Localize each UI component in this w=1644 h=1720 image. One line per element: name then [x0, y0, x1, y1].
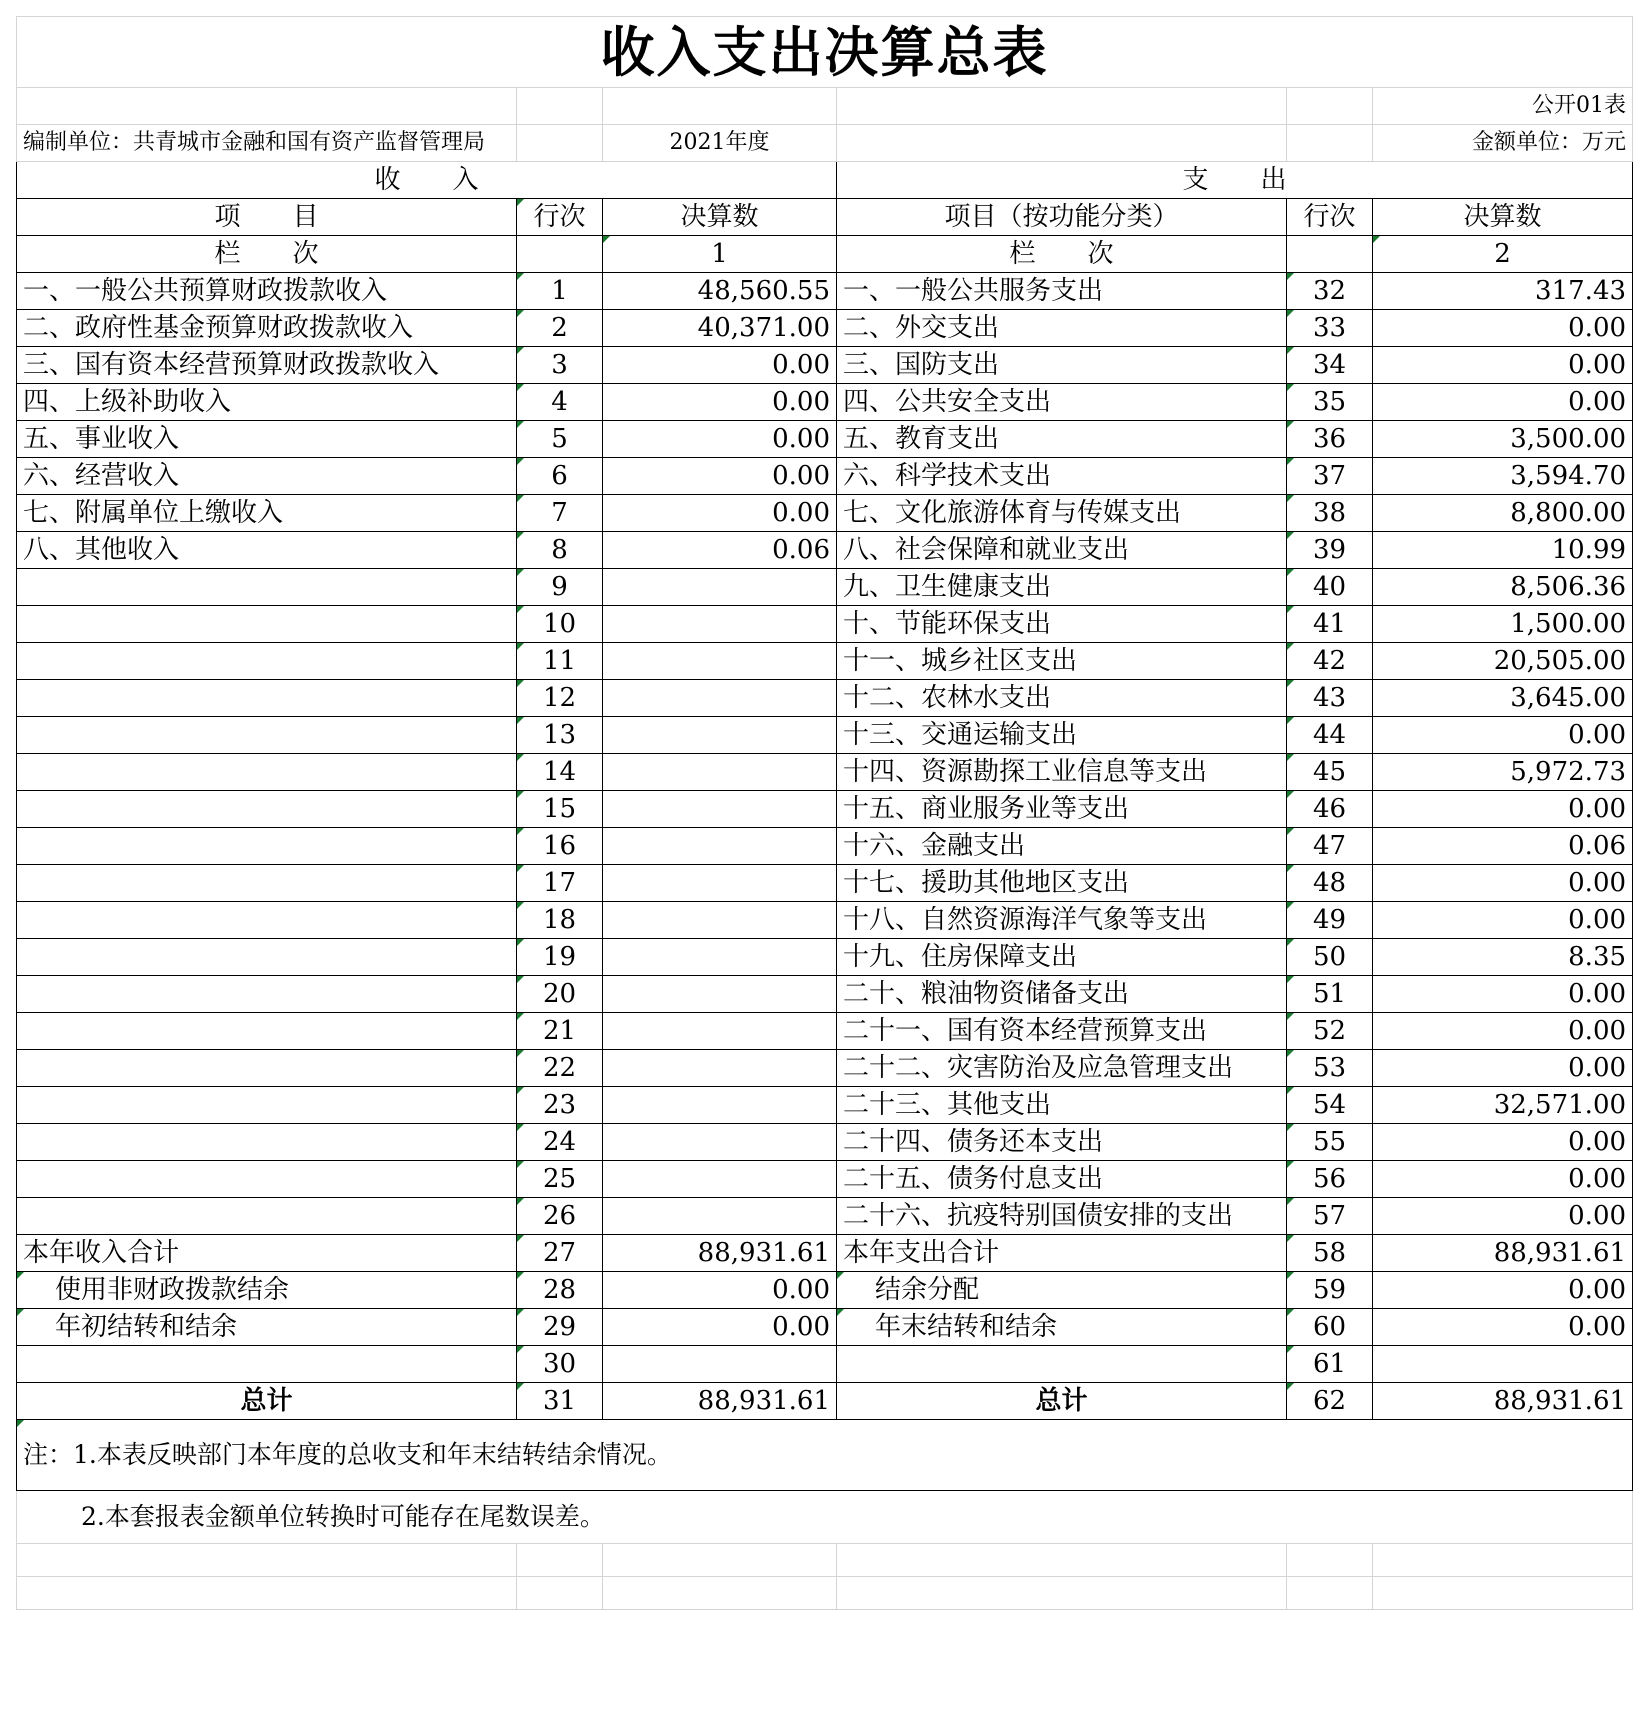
expense-item[interactable]: 十七、援助其他地区支出 — [837, 865, 1287, 902]
expense-row-no[interactable]: 35 — [1287, 384, 1373, 421]
page-title: 收入支出决算总表 — [17, 17, 1633, 88]
expense-amount[interactable]: 0.00 — [1373, 865, 1633, 902]
expense-amount[interactable]: 0.00 — [1373, 1161, 1633, 1198]
income-expense-table — [16, 16, 1633, 1610]
income-amount[interactable] — [603, 1013, 837, 1050]
table-row — [17, 680, 1633, 717]
income-amount[interactable] — [603, 1198, 837, 1235]
expense-amount[interactable]: 0.00 — [1373, 1013, 1633, 1050]
expense-amount[interactable]: 3,500.00 — [1373, 421, 1633, 458]
empty-cell[interactable] — [603, 1544, 837, 1577]
income-item[interactable]: 八、其他收入 — [17, 532, 517, 569]
summary-income-row-no[interactable]: 28 — [517, 1272, 603, 1309]
income-amount[interactable] — [603, 902, 837, 939]
expense-item[interactable]: 二十一、国有资本经营预算支出 — [837, 1013, 1287, 1050]
income-row-no[interactable]: 3 — [517, 347, 603, 384]
total-income-label[interactable]: 总计 — [17, 1383, 517, 1420]
income-row-no[interactable]: 19 — [517, 939, 603, 976]
income-amount[interactable]: 0.00 — [603, 421, 837, 458]
summary-expense-item[interactable]: 本年支出合计 — [837, 1235, 1287, 1272]
expense-row-no[interactable]: 41 — [1287, 606, 1373, 643]
income-row-no[interactable]: 10 — [517, 606, 603, 643]
income-item[interactable]: 四、上级补助收入 — [17, 384, 517, 421]
summary-expense-row-no[interactable]: 58 — [1287, 1235, 1373, 1272]
summary-expense-item[interactable]: 年末结转和结余 — [837, 1309, 1287, 1346]
income-row-no[interactable]: 25 — [517, 1161, 603, 1198]
income-row-no[interactable]: 23 — [517, 1087, 603, 1124]
total-expense-label[interactable]: 总计 — [837, 1383, 1287, 1420]
income-amount[interactable] — [603, 976, 837, 1013]
summary-row — [17, 1235, 1633, 1272]
col-header-item-func[interactable]: 项目（按功能分类） — [837, 199, 1287, 236]
expense-row-no[interactable]: 38 — [1287, 495, 1373, 532]
amount-unit[interactable]: 金额单位：万元 — [1373, 125, 1633, 162]
income-row-no[interactable]: 2 — [517, 310, 603, 347]
income-row-no[interactable]: 18 — [517, 902, 603, 939]
income-item[interactable] — [17, 976, 517, 1013]
income-item[interactable] — [17, 569, 517, 606]
income-amount[interactable] — [603, 828, 837, 865]
income-item[interactable]: 六、经营收入 — [17, 458, 517, 495]
expense-item[interactable]: 十六、金融支出 — [837, 828, 1287, 865]
income-amount[interactable]: 0.00 — [603, 458, 837, 495]
expense-item[interactable]: 十五、商业服务业等支出 — [837, 791, 1287, 828]
cell[interactable] — [17, 88, 517, 125]
expense-row-no[interactable]: 50 — [1287, 939, 1373, 976]
expense-amount[interactable]: 317.43 — [1373, 273, 1633, 310]
cell[interactable] — [1287, 88, 1373, 125]
col-header-amount-2[interactable]: 决算数 — [1373, 199, 1633, 236]
table-row — [17, 347, 1633, 384]
empty-cell[interactable] — [517, 1544, 603, 1577]
cell[interactable] — [517, 236, 603, 273]
expense-item[interactable]: 九、卫生健康支出 — [837, 569, 1287, 606]
expense-section-header[interactable]: 支 出 — [837, 162, 1633, 199]
income-item[interactable] — [17, 828, 517, 865]
summary-row — [17, 1309, 1633, 1346]
income-amount[interactable] — [603, 1161, 837, 1198]
income-row-no[interactable]: 20 — [517, 976, 603, 1013]
expense-amount[interactable]: 0.00 — [1373, 717, 1633, 754]
table-row — [17, 310, 1633, 347]
income-item[interactable]: 一、一般公共预算财政拨款收入 — [17, 273, 517, 310]
income-row-no[interactable]: 14 — [517, 754, 603, 791]
empty-cell[interactable] — [517, 1577, 603, 1610]
income-row-no[interactable]: 15 — [517, 791, 603, 828]
expense-item[interactable]: 十二、农林水支出 — [837, 680, 1287, 717]
income-item[interactable] — [17, 643, 517, 680]
table-row — [17, 421, 1633, 458]
expense-amount[interactable]: 8.35 — [1373, 939, 1633, 976]
empty-cell[interactable] — [837, 1577, 1287, 1610]
expense-amount[interactable]: 10.99 — [1373, 532, 1633, 569]
expense-amount[interactable]: 0.00 — [1373, 1198, 1633, 1235]
expense-item[interactable]: 十八、自然资源海洋气象等支出 — [837, 902, 1287, 939]
expense-row-no[interactable]: 37 — [1287, 458, 1373, 495]
col-index-label-2[interactable]: 栏 次 — [837, 236, 1287, 273]
income-item[interactable] — [17, 1124, 517, 1161]
income-item[interactable] — [17, 865, 517, 902]
table-row — [17, 495, 1633, 532]
summary-income-amount[interactable] — [603, 1346, 837, 1383]
cell[interactable] — [1287, 125, 1373, 162]
income-row-no[interactable]: 9 — [517, 569, 603, 606]
expense-item[interactable]: 十九、住房保障支出 — [837, 939, 1287, 976]
income-row-no[interactable]: 26 — [517, 1198, 603, 1235]
total-income-amount[interactable]: 88,931.61 — [603, 1383, 837, 1420]
table-row — [17, 1198, 1633, 1235]
expense-amount[interactable]: 0.00 — [1373, 384, 1633, 421]
table-row — [17, 273, 1633, 310]
empty-cell[interactable] — [1287, 1544, 1373, 1577]
expense-item[interactable]: 四、公共安全支出 — [837, 384, 1287, 421]
summary-income-item[interactable]: 本年收入合计 — [17, 1235, 517, 1272]
summary-income-amount[interactable]: 0.00 — [603, 1272, 837, 1309]
expense-item[interactable]: 八、社会保障和就业支出 — [837, 532, 1287, 569]
income-row-no[interactable]: 6 — [517, 458, 603, 495]
income-amount[interactable]: 0.00 — [603, 495, 837, 532]
expense-item[interactable]: 三、国防支出 — [837, 347, 1287, 384]
expense-amount[interactable]: 0.00 — [1373, 1124, 1633, 1161]
expense-item[interactable]: 十三、交通运输支出 — [837, 717, 1287, 754]
expense-row-no[interactable]: 55 — [1287, 1124, 1373, 1161]
expense-amount[interactable]: 5,972.73 — [1373, 754, 1633, 791]
summary-income-amount[interactable]: 0.00 — [603, 1309, 837, 1346]
income-item[interactable] — [17, 680, 517, 717]
income-row-no[interactable]: 1 — [517, 273, 603, 310]
summary-row — [17, 1346, 1633, 1383]
col-header-item[interactable]: 项 目 — [17, 199, 517, 236]
expense-item[interactable]: 二、外交支出 — [837, 310, 1287, 347]
summary-expense-amount[interactable]: 88,931.61 — [1373, 1235, 1633, 1272]
expense-item[interactable]: 五、教育支出 — [837, 421, 1287, 458]
income-row-no[interactable]: 5 — [517, 421, 603, 458]
table-row — [17, 976, 1633, 1013]
summary-expense-amount[interactable]: 0.00 — [1373, 1272, 1633, 1309]
income-amount[interactable] — [603, 680, 837, 717]
org-name[interactable]: 编制单位：共青城市金融和国有资产监督管理局 — [17, 125, 517, 162]
expense-row-no[interactable]: 46 — [1287, 791, 1373, 828]
income-amount[interactable]: 0.00 — [603, 347, 837, 384]
expense-row-no[interactable]: 51 — [1287, 976, 1373, 1013]
empty-cell[interactable] — [1287, 1577, 1373, 1610]
expense-item[interactable]: 二十四、债务还本支出 — [837, 1124, 1287, 1161]
cell[interactable] — [603, 88, 837, 125]
income-row-no[interactable]: 21 — [517, 1013, 603, 1050]
income-item[interactable] — [17, 606, 517, 643]
summary-expense-amount[interactable] — [1373, 1346, 1633, 1383]
income-item[interactable] — [17, 1087, 517, 1124]
expense-row-no[interactable]: 53 — [1287, 1050, 1373, 1087]
expense-row-no[interactable]: 47 — [1287, 828, 1373, 865]
expense-row-no[interactable]: 44 — [1287, 717, 1373, 754]
table-row — [17, 458, 1633, 495]
cell[interactable] — [517, 125, 603, 162]
expense-item[interactable]: 二十二、灾害防治及应急管理支出 — [837, 1050, 1287, 1087]
expense-amount[interactable]: 20,505.00 — [1373, 643, 1633, 680]
expense-amount[interactable]: 0.06 — [1373, 828, 1633, 865]
income-item[interactable] — [17, 754, 517, 791]
cell[interactable] — [1287, 236, 1373, 273]
table-row — [17, 569, 1633, 606]
col-header-row-no-2[interactable]: 行次 — [1287, 199, 1373, 236]
expense-row-no[interactable]: 49 — [1287, 902, 1373, 939]
summary-expense-row-no[interactable]: 61 — [1287, 1346, 1373, 1383]
income-item[interactable] — [17, 1013, 517, 1050]
summary-income-item[interactable] — [17, 1346, 517, 1383]
income-amount[interactable] — [603, 865, 837, 902]
expense-item[interactable]: 六、科学技术支出 — [837, 458, 1287, 495]
expense-item[interactable]: 二十六、抗疫特别国债安排的支出 — [837, 1198, 1287, 1235]
income-item[interactable]: 二、政府性基金预算财政拨款收入 — [17, 310, 517, 347]
total-expense-amount[interactable]: 88,931.61 — [1373, 1383, 1633, 1420]
expense-row-no[interactable]: 56 — [1287, 1161, 1373, 1198]
empty-cell[interactable] — [837, 1544, 1287, 1577]
form-code[interactable]: 公开01表 — [1373, 88, 1633, 125]
summary-income-item[interactable]: 年初结转和结余 — [17, 1309, 517, 1346]
expense-row-no[interactable]: 54 — [1287, 1087, 1373, 1124]
table-row — [17, 902, 1633, 939]
income-row-no[interactable]: 17 — [517, 865, 603, 902]
table-row — [17, 1087, 1633, 1124]
income-amount[interactable] — [603, 791, 837, 828]
table-row — [17, 606, 1633, 643]
income-amount[interactable]: 48,560.55 — [603, 273, 837, 310]
summary-income-row-no[interactable]: 30 — [517, 1346, 603, 1383]
table-row — [17, 717, 1633, 754]
expense-item[interactable]: 二十、粮油物资储备支出 — [837, 976, 1287, 1013]
col-index-1[interactable]: 1 — [603, 236, 837, 273]
col-header-amount[interactable]: 决算数 — [603, 199, 837, 236]
table-row — [17, 791, 1633, 828]
table-row — [17, 754, 1633, 791]
summary-income-row-no[interactable]: 27 — [517, 1235, 603, 1272]
income-amount[interactable] — [603, 606, 837, 643]
income-amount[interactable] — [603, 1087, 837, 1124]
note-1[interactable]: 注：1.本表反映部门本年度的总收支和年末结转结余情况。 — [17, 1420, 1633, 1491]
summary-expense-row-no[interactable]: 60 — [1287, 1309, 1373, 1346]
expense-row-no[interactable]: 39 — [1287, 532, 1373, 569]
expense-row-no[interactable]: 33 — [1287, 310, 1373, 347]
income-amount[interactable] — [603, 754, 837, 791]
income-item[interactable]: 七、附属单位上缴收入 — [17, 495, 517, 532]
income-row-no[interactable]: 22 — [517, 1050, 603, 1087]
summary-income-amount[interactable]: 88,931.61 — [603, 1235, 837, 1272]
expense-amount[interactable]: 8,800.00 — [1373, 495, 1633, 532]
total-income-row-no[interactable]: 31 — [517, 1383, 603, 1420]
income-item[interactable] — [17, 902, 517, 939]
income-amount[interactable] — [603, 1050, 837, 1087]
table-row — [17, 384, 1633, 421]
table-row — [17, 828, 1633, 865]
income-amount[interactable] — [603, 1124, 837, 1161]
expense-amount[interactable]: 32,571.00 — [1373, 1087, 1633, 1124]
expense-item[interactable]: 一、一般公共服务支出 — [837, 273, 1287, 310]
table-row — [17, 1124, 1633, 1161]
expense-amount[interactable]: 3,645.00 — [1373, 680, 1633, 717]
cell[interactable] — [837, 88, 1287, 125]
expense-amount[interactable]: 8,506.36 — [1373, 569, 1633, 606]
expense-row-no[interactable]: 36 — [1287, 421, 1373, 458]
expense-row-no[interactable]: 57 — [1287, 1198, 1373, 1235]
income-row-no[interactable]: 11 — [517, 643, 603, 680]
income-row-no[interactable]: 13 — [517, 717, 603, 754]
empty-cell[interactable] — [17, 1577, 517, 1610]
expense-row-no[interactable]: 52 — [1287, 1013, 1373, 1050]
summary-expense-item[interactable] — [837, 1346, 1287, 1383]
total-row — [17, 1383, 1633, 1420]
fiscal-year[interactable]: 2021年度 — [603, 125, 837, 162]
cell[interactable] — [517, 88, 603, 125]
income-row-no[interactable]: 24 — [517, 1124, 603, 1161]
expense-amount[interactable]: 0.00 — [1373, 310, 1633, 347]
income-item[interactable] — [17, 717, 517, 754]
income-row-no[interactable]: 4 — [517, 384, 603, 421]
income-amount[interactable]: 0.00 — [603, 384, 837, 421]
table-row — [17, 865, 1633, 902]
table-row — [17, 532, 1633, 569]
expense-amount[interactable]: 1,500.00 — [1373, 606, 1633, 643]
col-index-2[interactable]: 2 — [1373, 236, 1633, 273]
income-item[interactable] — [17, 939, 517, 976]
table-row — [17, 1013, 1633, 1050]
income-amount[interactable] — [603, 643, 837, 680]
income-amount[interactable] — [603, 717, 837, 754]
empty-cell[interactable] — [17, 1544, 517, 1577]
expense-amount[interactable]: 0.00 — [1373, 976, 1633, 1013]
expense-item[interactable]: 十一、城乡社区支出 — [837, 643, 1287, 680]
expense-row-no[interactable]: 48 — [1287, 865, 1373, 902]
empty-cell[interactable] — [1373, 1577, 1633, 1610]
income-item[interactable] — [17, 1050, 517, 1087]
income-row-no[interactable]: 8 — [517, 532, 603, 569]
income-item[interactable] — [17, 1198, 517, 1235]
summary-expense-row-no[interactable]: 59 — [1287, 1272, 1373, 1309]
expense-row-no[interactable]: 34 — [1287, 347, 1373, 384]
income-section-header[interactable]: 收 入 — [17, 162, 837, 199]
col-index-label[interactable]: 栏 次 — [17, 236, 517, 273]
total-expense-row-no[interactable]: 62 — [1287, 1383, 1373, 1420]
expense-row-no[interactable]: 40 — [1287, 569, 1373, 606]
income-row-no[interactable]: 7 — [517, 495, 603, 532]
expense-amount[interactable]: 0.00 — [1373, 902, 1633, 939]
col-header-row-no[interactable]: 行次 — [517, 199, 603, 236]
expense-item[interactable]: 二十五、债务付息支出 — [837, 1161, 1287, 1198]
note-2[interactable]: 2.本套报表金额单位转换时可能存在尾数误差。 — [17, 1491, 1633, 1544]
income-amount[interactable] — [603, 939, 837, 976]
empty-cell[interactable] — [1373, 1544, 1633, 1577]
income-item[interactable] — [17, 791, 517, 828]
table-row — [17, 1050, 1633, 1087]
income-item[interactable]: 五、事业收入 — [17, 421, 517, 458]
expense-item[interactable]: 二十三、其他支出 — [837, 1087, 1287, 1124]
summary-income-row-no[interactable]: 29 — [517, 1309, 603, 1346]
expense-amount[interactable]: 0.00 — [1373, 347, 1633, 384]
income-amount[interactable]: 0.06 — [603, 532, 837, 569]
expense-row-no[interactable]: 32 — [1287, 273, 1373, 310]
income-row-no[interactable]: 16 — [517, 828, 603, 865]
summary-row — [17, 1272, 1633, 1309]
expense-amount[interactable]: 3,594.70 — [1373, 458, 1633, 495]
expense-amount[interactable]: 0.00 — [1373, 791, 1633, 828]
expense-row-no[interactable]: 43 — [1287, 680, 1373, 717]
expense-amount[interactable]: 0.00 — [1373, 1050, 1633, 1087]
table-row — [17, 1161, 1633, 1198]
income-amount[interactable]: 40,371.00 — [603, 310, 837, 347]
table-row — [17, 939, 1633, 976]
summary-expense-amount[interactable]: 0.00 — [1373, 1309, 1633, 1346]
expense-row-no[interactable]: 42 — [1287, 643, 1373, 680]
expense-item[interactable]: 十四、资源勘探工业信息等支出 — [837, 754, 1287, 791]
expense-row-no[interactable]: 45 — [1287, 754, 1373, 791]
empty-cell[interactable] — [603, 1577, 837, 1610]
summary-income-item[interactable]: 使用非财政拨款结余 — [17, 1272, 517, 1309]
income-amount[interactable] — [603, 569, 837, 606]
expense-item[interactable]: 七、文化旅游体育与传媒支出 — [837, 495, 1287, 532]
cell[interactable] — [837, 125, 1287, 162]
spreadsheet — [16, 16, 1632, 1610]
income-item[interactable] — [17, 1161, 517, 1198]
table-row — [17, 643, 1633, 680]
expense-item[interactable]: 十、节能环保支出 — [837, 606, 1287, 643]
summary-expense-item[interactable]: 结余分配 — [837, 1272, 1287, 1309]
income-item[interactable]: 三、国有资本经营预算财政拨款收入 — [17, 347, 517, 384]
income-row-no[interactable]: 12 — [517, 680, 603, 717]
